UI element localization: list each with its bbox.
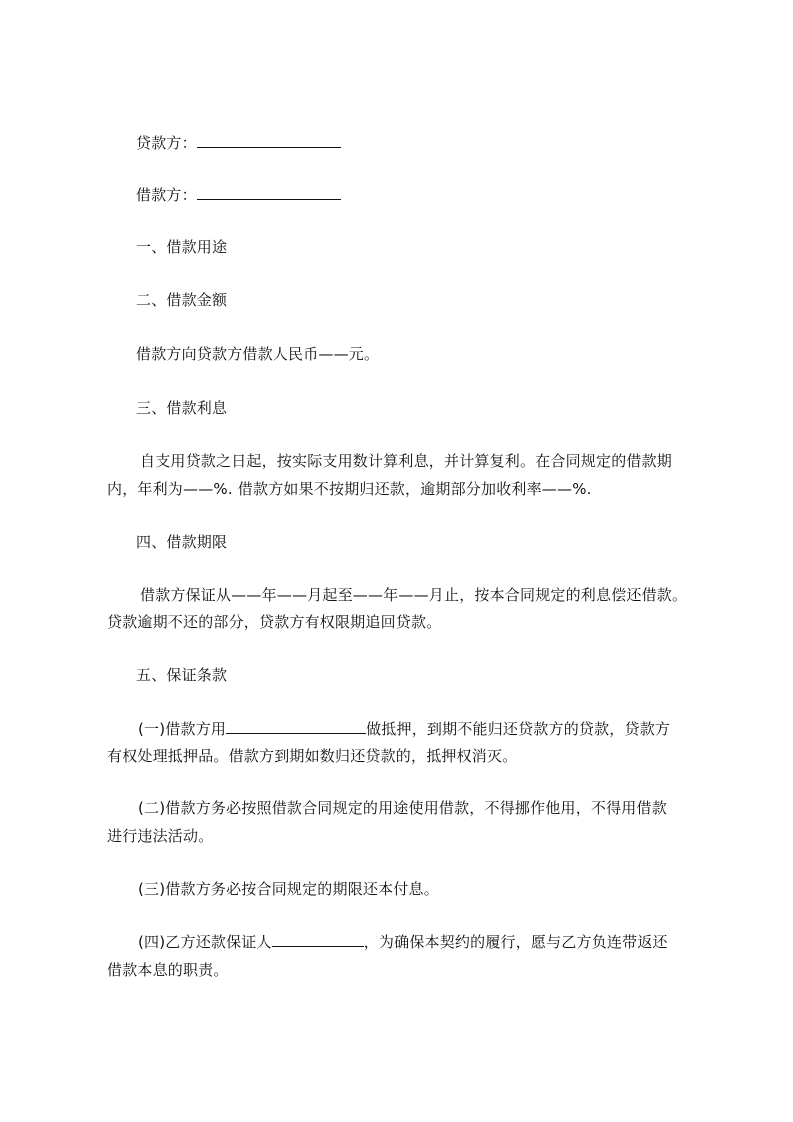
guarantor-blank (272, 932, 364, 947)
borrower-line (136, 185, 341, 205)
clause-1-line-2: 有权处理抵押品。借款方到期如数归还贷款的，抵押权消灭。 (107, 747, 518, 765)
term-line-1: 借款方保证从——年——月起至——年——月止，按本合同规定的利息偿还借款。 (140, 586, 688, 604)
lender-blank (197, 133, 341, 148)
interest-line-2: 内，年利为——%. 借款方如果不按期归还款，逾期部分加收利率——%. (107, 480, 592, 498)
clause-3-line-1: (三)借款方务必按合同规定的期限还本付息。 (138, 880, 439, 898)
lender-line (136, 133, 341, 153)
amount-heading: 二、借款金额 (136, 291, 228, 309)
collateral-blank (226, 719, 366, 734)
interest-line-1: 自支用贷款之日起，按实际支用数计算利息，并计算复利。在合同规定的借款期 (140, 452, 673, 470)
borrower-label: 借款方： (136, 186, 197, 204)
clause-1-suffix: 做抵押，到期不能归还贷款方的贷款，贷款方 (366, 720, 671, 738)
clause-4-suffix: ，为确保本契约的履行，愿与乙方负连带返还 (363, 933, 668, 951)
clause-4-line-1 (138, 932, 668, 952)
interest-heading: 三、借款利息 (136, 399, 228, 417)
clause-1-prefix: (一)借款方用 (138, 720, 227, 738)
clause-4-line-2: 借款本息的职责。 (107, 961, 229, 979)
clause-2-line-2: 进行违法活动。 (107, 827, 214, 845)
purpose-heading: 一、借款用途 (136, 238, 228, 256)
guarantee-heading: 五、保证条款 (136, 666, 228, 684)
amount-text: 借款方向贷款方借款人民币——元。 (136, 345, 380, 363)
clause-2-line-1: (二)借款方务必按照借款合同规定的用途使用借款，不得挪作他用，不得用借款 (138, 799, 667, 817)
term-line-2: 贷款逾期不还的部分，贷款方有权限期追回贷款。 (107, 613, 442, 631)
lender-label: 贷款方： (136, 134, 197, 152)
borrower-blank (197, 185, 341, 200)
clause-1-line-1 (138, 719, 670, 739)
term-heading: 四、借款期限 (136, 533, 228, 551)
clause-4-prefix: (四)乙方还款保证人 (138, 933, 272, 951)
